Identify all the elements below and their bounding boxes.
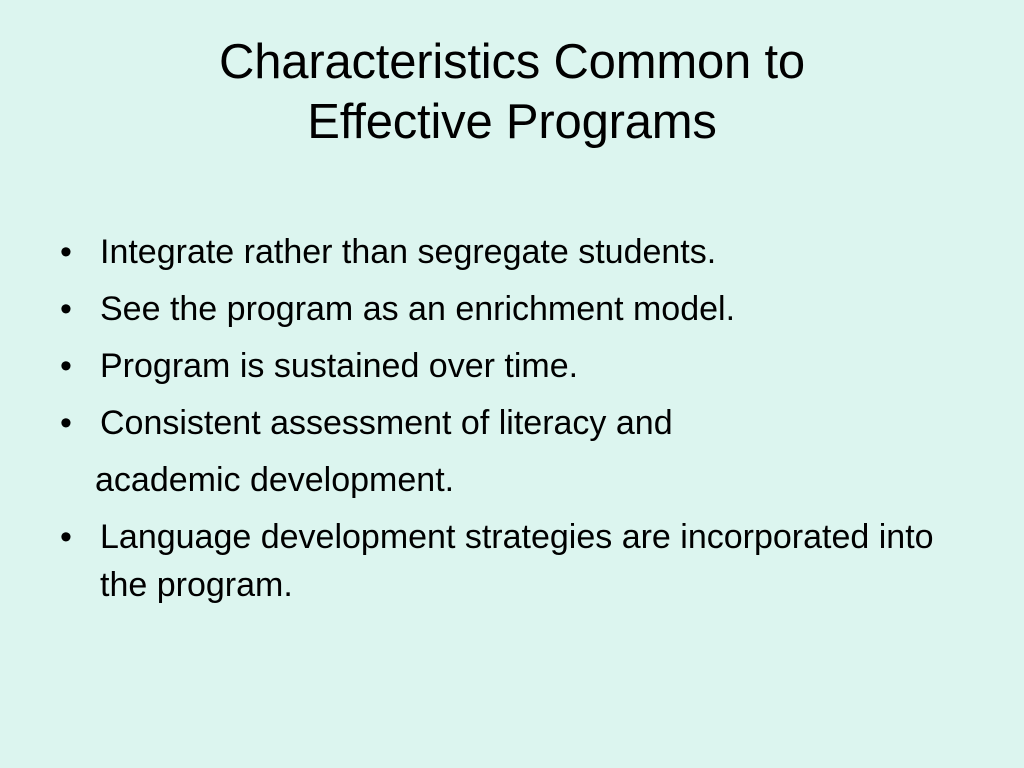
bullet-text: See the program as an enrichment model. (100, 290, 736, 328)
bullet-text: Language development strategies are incorporated into the program. (100, 518, 934, 604)
bullet-text: Program is sustained over time. (100, 347, 579, 385)
bullet-text: Integrate rather than segregate students. (100, 233, 717, 271)
bullet-icon: • (60, 347, 72, 385)
bullet-icon: • (60, 518, 72, 556)
bullet-item-6 (60, 513, 960, 609)
bullet-text: academic development. (95, 461, 455, 499)
bullet-icon: • (60, 233, 72, 271)
bullet-item-4 (60, 399, 960, 447)
bullet-item-1 (60, 228, 960, 276)
bullet-text: Consistent assessment of literacy and (100, 404, 673, 442)
bullet-item-5-continuation (60, 456, 960, 504)
bullet-icon: • (60, 404, 72, 442)
bullet-list (60, 228, 960, 618)
slide-title-line-2: Effective Programs (307, 95, 717, 149)
bullet-icon: • (60, 290, 72, 328)
bullet-item-2 (60, 285, 960, 333)
bullet-item-3 (60, 342, 960, 390)
slide-title-line-1: Characteristics Common to (219, 35, 805, 89)
slide-title (0, 32, 1024, 152)
